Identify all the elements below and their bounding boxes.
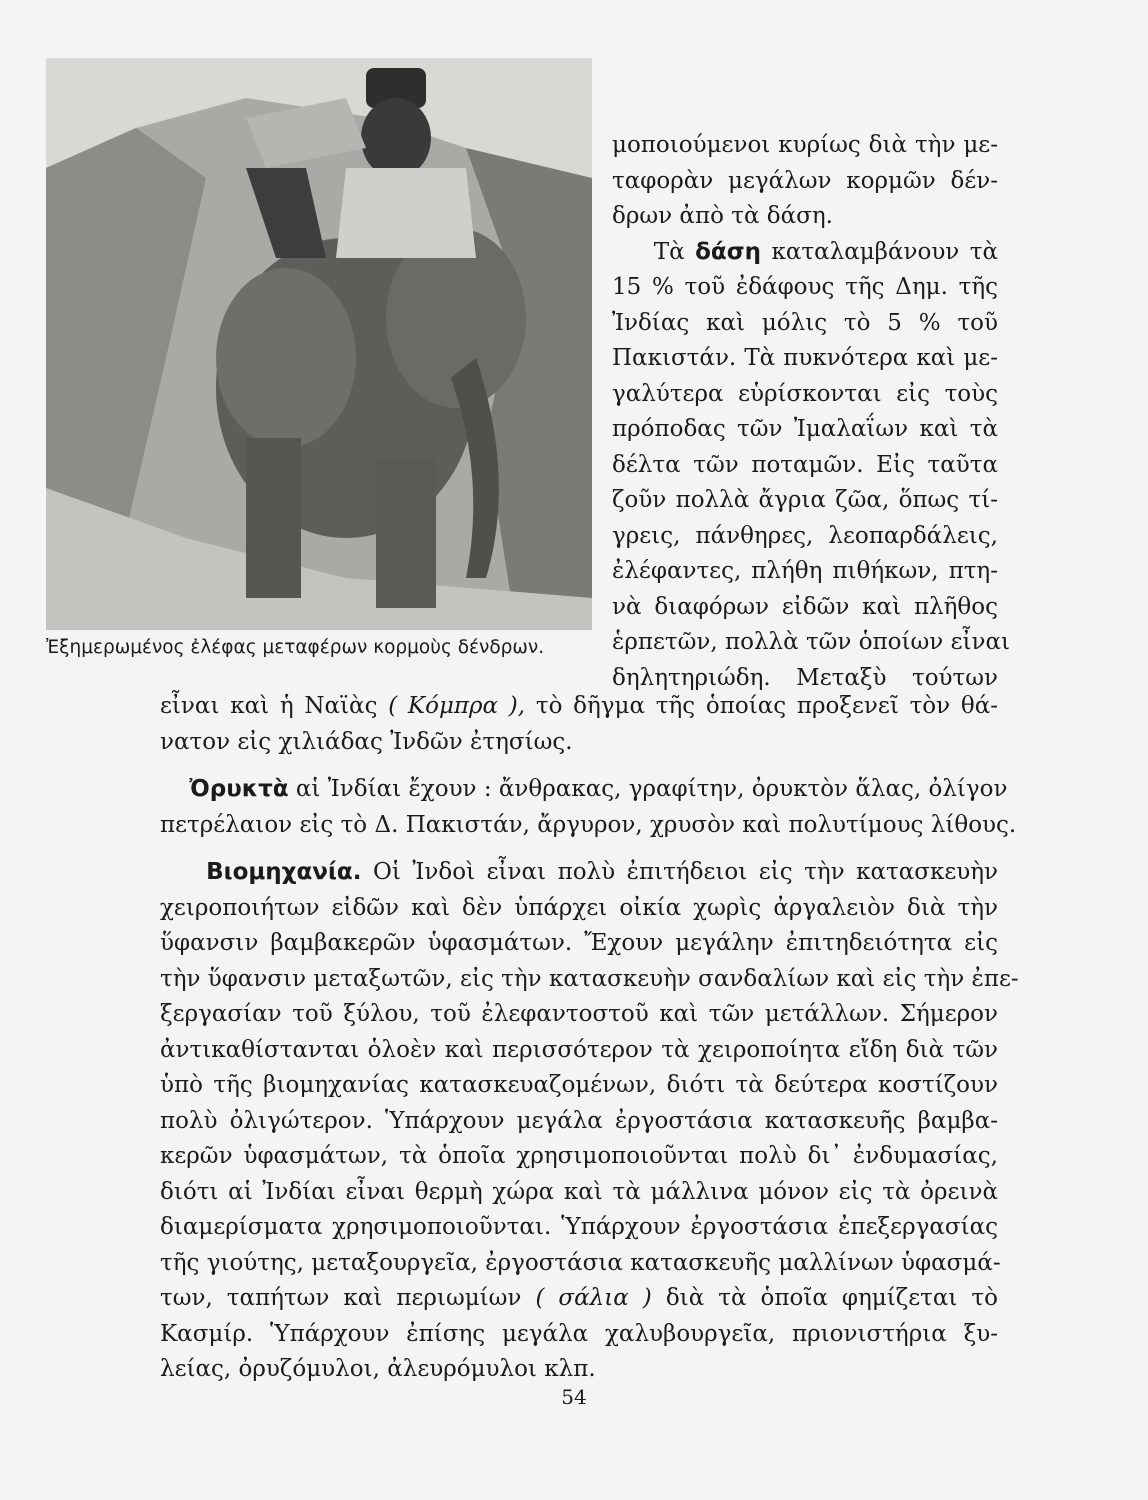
text-line: ἀντικαθίστανται ὁλοὲν καὶ περισσότερον τὰ χειροποίητα εἴδη διὰ τῶν bbox=[160, 1036, 998, 1063]
text-line: τὴν ὕφανσιν μεταξωτῶν, εἰς τὴν κατασκευὴν σανδαλίων καὶ εἰς τὴν ἐπε- bbox=[160, 965, 1019, 992]
text-line: διότι αἱ Ἰνδίαι εἶναι θερμὴ χώρα καὶ τὰ μάλλινα μόνον εἰς τὰ ὀρεινὰ bbox=[160, 1178, 998, 1205]
text-segment: διὰ τὰ ὁποῖα φημίζεται τὸ bbox=[665, 1285, 999, 1311]
text-line: ἐλέφαντες, πλήθη πιθήκων, πτη- bbox=[612, 558, 998, 584]
text-line: πετρέλαιον εἰς τὸ Δ. Πακιστάν, ἄργυρον, χρυσὸν καὶ πολυτίμους λίθους. bbox=[160, 811, 1017, 838]
page-number: 54 bbox=[561, 1385, 587, 1409]
text-line: λείας, ὀρυζόμυλοι, ἀλευρόμυλοι κλπ. bbox=[160, 1356, 596, 1382]
minerals-heading: Ὀρυκτὰ bbox=[189, 776, 289, 802]
cobra-term: ( Κόμπρα ), bbox=[388, 693, 526, 719]
text-segment: τὸ δῆγμα τῆς ὁποίας προξενεῖ τὸν θά- bbox=[535, 693, 999, 719]
text-line: Ἰνδίας καὶ μόλις τὸ 5 % τοῦ bbox=[612, 309, 998, 336]
text-segment: καταλαμβάνουν τὰ bbox=[771, 238, 998, 265]
text-line: νατον εἰς χιλιάδας Ἰνδῶν ἐτησίως. bbox=[160, 728, 573, 755]
text-line: γαλύτερα εὑρίσκονται εἰς τοὺς bbox=[612, 380, 998, 407]
shawl-term: ( σάλια ) bbox=[535, 1285, 652, 1311]
text-line: δρων ἀπὸ τὰ δάση. bbox=[612, 203, 833, 229]
elephant-photo bbox=[46, 58, 592, 630]
text-line: ὕφανσιν βαμβακερῶν ὑφασμάτων. Ἔχουν μεγάλην ἐπιτηδειότητα εἰς bbox=[160, 930, 998, 956]
text-line: ταφορὰν μεγάλων κορμῶν δέν- bbox=[612, 167, 998, 194]
text-line-minerals bbox=[160, 772, 1008, 808]
text-line: Κασμίρ. Ὑπάρχουν ἐπίσης μεγάλα χαλυβουργεῖα, πριονιστήρια ξυ- bbox=[160, 1320, 998, 1347]
text-line: Πακιστάν. Τὰ πυκνότερα καὶ με- bbox=[612, 345, 998, 371]
text-line-forests bbox=[612, 235, 998, 271]
text-line-naias bbox=[160, 689, 998, 725]
text-segment: αἱ Ἰνδίαι ἔχουν : ἄνθρακας, γραφίτην, ὀρυκτὸν ἅλας, ὀλίγον bbox=[295, 776, 1008, 802]
text-segment: Τὰ bbox=[653, 238, 685, 265]
text-line: ξεργασίαν τοῦ ξύλου, τοῦ ἐλεφαντοστοῦ καὶ τῶν μετάλλων. Σήμερον bbox=[160, 1001, 998, 1027]
text-line: χειροποιήτων εἰδῶν καὶ δὲν ὑπάρχει οἰκία χωρὶς ἀργαλειὸν διὰ τὴν bbox=[160, 894, 998, 921]
figure-caption: Ἐξημερωμένος ἐλέφας μεταφέρων κορμοὺς δένδρων. bbox=[46, 637, 545, 658]
text-line-shawls bbox=[160, 1281, 998, 1317]
main-text bbox=[160, 689, 1019, 1388]
text-line: πρόποδας τῶν Ἰμαλαΐων καὶ τὰ bbox=[612, 416, 998, 442]
text-line: πολὺ ὀλιγώτερον. Ὑπάρχουν μεγάλα ἐργοστάσια κατασκευῆς βαμβα- bbox=[160, 1107, 998, 1134]
text-line-industry bbox=[160, 855, 998, 891]
text-line: μοποιούμενοι κυρίως διὰ τὴν με- bbox=[612, 132, 998, 158]
text-line: ζοῦν πολλὰ ἄγρια ζῶα, ὅπως τί- bbox=[612, 487, 998, 513]
text-line: κερῶν ὑφασμάτων, τὰ ὁποῖα χρησιμοποιοῦνται πολὺ δι᾽ ἐνδυμασίας, bbox=[160, 1143, 998, 1169]
text-segment: Οἱ Ἰνδοὶ εἶναι πολὺ ἐπιτήδειοι εἰς τὴν κατασκευὴν bbox=[373, 859, 999, 885]
right-column-text bbox=[612, 128, 1011, 696]
text-line: 15 % τοῦ ἐδάφους τῆς Δημ. τῆς bbox=[612, 274, 998, 300]
text-line: γρεις, πάνθηρες, λεοπαρδάλεις, bbox=[612, 522, 998, 549]
text-segment: των, ταπήτων καὶ περιωμίων bbox=[160, 1285, 522, 1311]
elephant-illustration bbox=[46, 58, 592, 630]
text-segment: εἶναι καὶ ἡ Ναϊὰς bbox=[160, 693, 378, 719]
text-line: νὰ διαφόρων εἰδῶν καὶ πλῆθος bbox=[612, 593, 998, 620]
text-line: δέλτα τῶν ποταμῶν. Εἰς ταῦτα bbox=[612, 451, 998, 478]
text-line: ἑρπετῶν, πολλὰ τῶν ὁποίων εἶναι bbox=[612, 629, 1011, 655]
forests-heading: δάση bbox=[695, 238, 761, 265]
text-line: διαμερίσματα χρησιμοποιοῦνται. Ὑπάρχουν ἐργοστάσια ἐπεξεργασίας bbox=[160, 1214, 998, 1240]
text-line: ὑπὸ τῆς βιομηχανίας κατασκευαζομένων, διότι τὰ δεύτερα κοστίζουν bbox=[160, 1072, 998, 1098]
text-line: δηλητηριώδη. Μεταξὺ τούτων bbox=[612, 664, 998, 691]
industry-heading: Βιομηχανία. bbox=[206, 859, 362, 885]
text-line: τῆς γιούτης, μεταξουργεῖα, ἐργοστάσια κατασκευῆς μαλλίνων ὑφασμά- bbox=[160, 1249, 1001, 1276]
